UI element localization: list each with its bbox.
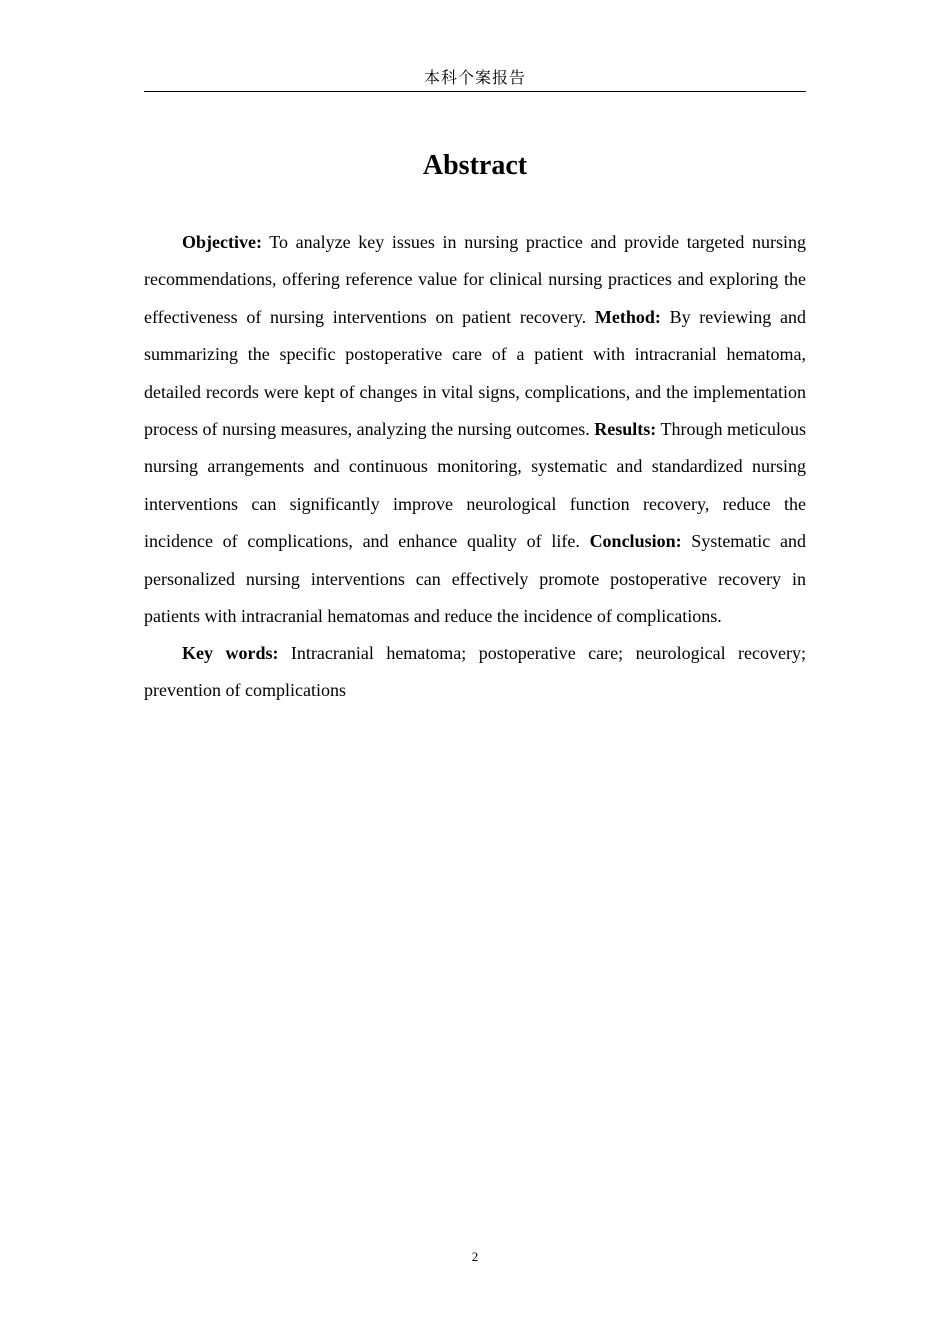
conclusion-label: Conclusion: [589, 531, 682, 552]
page-number: 2 [471, 1249, 479, 1264]
keywords-text: Intracranial hematoma; postoperative care; neurological recovery; prevention of complications [144, 643, 806, 700]
running-header: 本科个案报告 [144, 68, 806, 92]
results-text: Through meticulous nursing arrangements and continuous monitoring, systematic and standardized nursing interventions can significantly improve neurological function recovery, reduce the incidence of complications, and enhance quality of life. [144, 419, 806, 552]
keywords-paragraph [144, 635, 806, 708]
method-label: Method: [594, 306, 661, 327]
objective-text: To analyze key issues in nursing practice and provide targeted nursing recommendations, offering reference value for clinical nursing practices and exploring the effectiveness of nursing interventions on patient recovery. [144, 232, 806, 327]
results-label: Results: [594, 419, 657, 440]
keywords-label: Key words: [182, 643, 279, 664]
conclusion-text: Systematic and personalized nursing interventions can effectively promote postoperative recovery in patients with intracranial hematomas and reduce the incidence of complications. [144, 531, 806, 627]
abstract-title: Abstract [422, 150, 528, 181]
abstract-body [144, 224, 806, 708]
objective-label: Objective: [182, 232, 262, 252]
abstract-paragraph [144, 224, 806, 635]
method-text: By reviewing and summarizing the specific postoperative care of a patient with intracranial hematoma, detailed records were kept of changes in vital signs, complications, and the implementation process of nursing measures, analyzing the nursing outcomes. [144, 306, 806, 440]
